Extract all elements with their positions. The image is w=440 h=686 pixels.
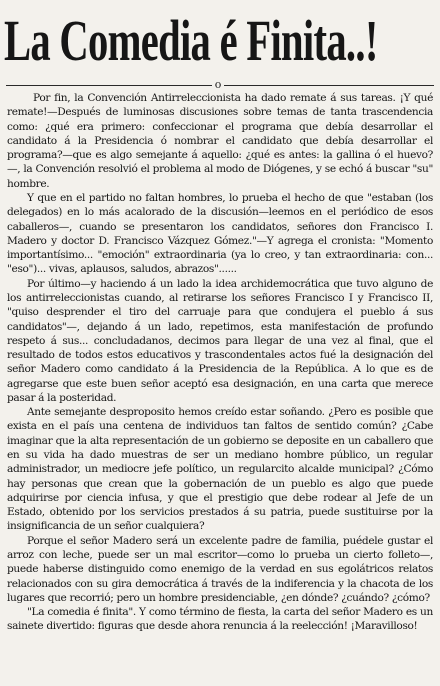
article-paragraph: Porque el señor Madero será un excelente padre de familia, puédele gustar el arroz con leche, puede ser un mal escritor—como lo prueba un cierto folleto—, puede haberse distinguido como enemigo de la verdad en sus egolátricos relatos relacionados con su gira democrática á través de la indiferencia y la chacota de los lugares que recorrió; pero un hombre presidenciable, ¿en dónde? ¿cuándo? ¿cómo? <box>7 534 433 604</box>
article-body <box>7 91 433 683</box>
article-headline: La Comedia é Finita..! <box>4 8 378 73</box>
divider-ornament: o <box>212 79 224 91</box>
article-paragraph: Por último—y haciendo á un lado la idea archidemocrática que tuvo alguno de los antirreleccionistas cuando, al retirarse los señores Francisco I y Francisco II, "quiso desprender el tiro del carruaje para que condujera el pueblo á sus candidatos"—, dejando á un lado, repetimos, esta manifestación de profundo respeto á sus... concludadanos, decimos para llegar de una vez al final, que el resultado de todos estos educativos y trascondentales actos fué la designación del señor Madero como candidato á la Presidencia de la República. A lo que es de agregarse que este buen señor aceptó esa designación, en una carta que merece pasar á la posteridad. <box>7 277 433 404</box>
article-paragraph: "La comedia é finita". Y como término de fiesta, la carta del señor Madero es un sainete divertido: figuras que desde ahora renuncia á la reelección! ¡Maravilloso! <box>7 606 433 633</box>
article-paragraph: Por fin, la Convención Antirreleccionista ha dado remate á sus tareas. ¡Y qué remate!—Después de luminosas discusiones sobre temas de tanta trascendencia como: ¿qué era primero: confeccionar el programa que debía desarrollar el candidato á la Presidencia ó nombrar el candidato que debía desarrollar el programa?—que es algo semejante á aquello: ¿qué es antes: la gallina ó el huevo?—, la Convención resolvió el problema al modo de Diógenes, y se echó á buscar "su" hombre. <box>7 92 433 190</box>
article-paragraph: Ante semejante desproposito hemos creído estar soñando. ¿Pero es posible que exista en el país una centena de individuos tan faltos de sentido común? ¿Cabe imaginar que la alta representación de un gobierno se deposite en un caballero que en su vida ha dado muestras de ser un mediano hombre público, un regular administrador, un mediocre jefe político, un regularcito alcalde municipal? ¿Cómo hay personas que crean que la gobernación de un pueblo es algo que puede adquirirse por ciencia infusa, y que el prestigio que debe rodear al Jefe de un Estado, obtenido por los servicios prestados á su patria, puede sustituirse por la insignificancia de un señor cualquiera? <box>7 406 433 533</box>
article-paragraph: Y que en el partido no faltan hombres, lo prueba el hecho de que "estaban (los delegados) en lo más acalorado de la discusión—leemos en el periódico de esos caballeros—, cuando se presentaron los candidatos, señores don Francisco I. Madero y doctor D. Francisco Vázquez Gómez."—Y agrega el cronista: "Momento importantísimo... "emoción" extraordinaria (ya lo creo, y tan extraordinaria: con... "eso")... vivas, aplausos, saludos, abrazos"...... <box>7 191 433 276</box>
